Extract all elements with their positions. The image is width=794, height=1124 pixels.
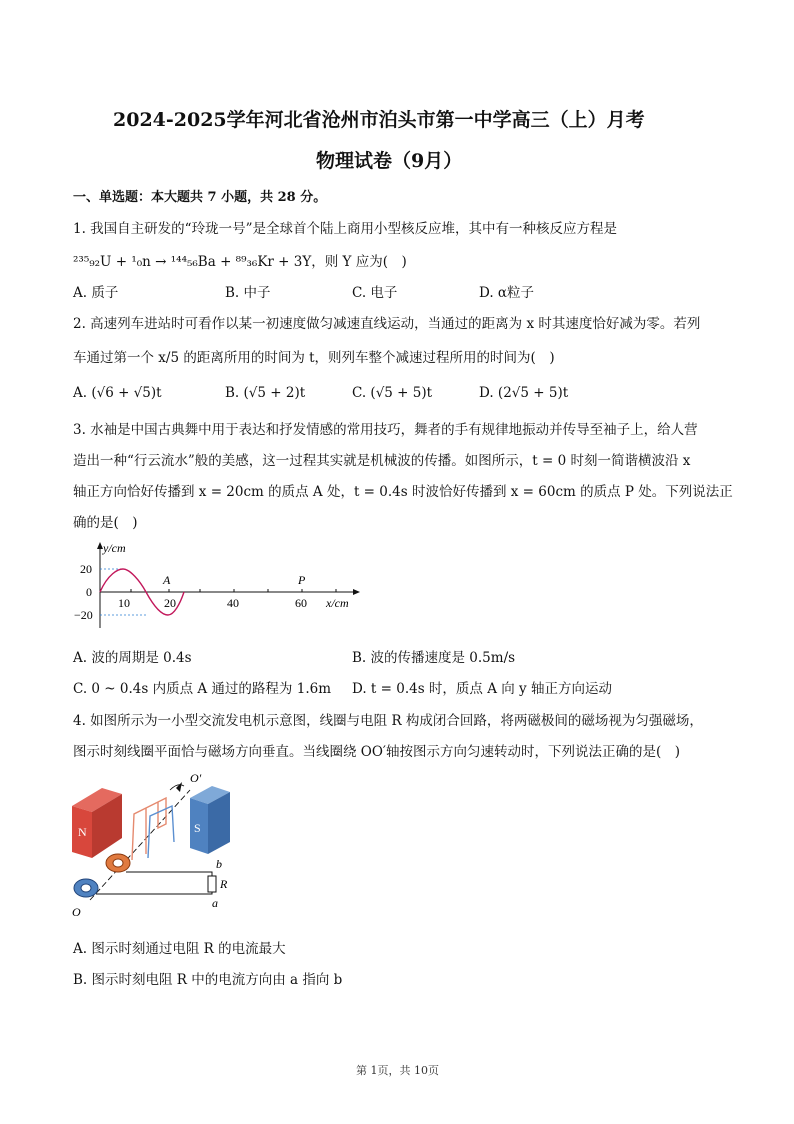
q3-wave-graph [70,536,370,636]
label-a: a [212,896,218,910]
y-tick-0: 0 [86,585,92,599]
q3-option-a: A. 波的周期是 0.4s [73,650,192,666]
x-tick-20: 20 [164,596,176,610]
q3-option-c: C. 0 ~ 0.4s 内质点 A 通过的路程为 1.6m [73,681,331,697]
q1-option-b: B. 中子 [225,285,271,301]
label-r: R [220,877,228,891]
q2-option-b: B. (√5 + 2)t [225,385,306,401]
label-o: O [72,905,81,919]
y-tick-20: 20 [80,562,92,576]
page-subtitle: 物理试卷（9月） [316,150,463,172]
q1-option-d: D. α粒子 [479,285,535,301]
point-a-label: A [163,573,171,587]
n-pole-label: N [78,825,87,839]
label-o-prime: O′ [190,771,202,785]
q3-option-b: B. 波的传播速度是 0.5m/s [352,650,516,666]
page-title: 2024-2025学年河北省沧州市泊头市第一中学高三（上）月考 [113,109,645,131]
q1-option-a: A. 质子 [73,285,119,301]
q1-option-c: C. 电子 [352,285,398,301]
x-tick-40: 40 [227,596,239,610]
q2-stem-line1: 2. 高速列车进站时可看作以某一初速度做匀减速直线运动，当通过的距离为 x 时其速度恰好减为零。若列 [73,316,701,332]
y-axis-label: y/cm [103,541,126,555]
q4-option-a: A. 图示时刻通过电阻 R 的电流最大 [73,941,286,957]
section-heading: 一、单选题：本大题共 7 小题，共 28 分。 [73,190,327,205]
q3-stem-line4: 确的是( ) [73,515,138,531]
label-b: b [216,857,222,871]
point-p-label: P [298,573,306,587]
q2-stem-line2: 车通过第一个 x/5 的距离所用的时间为 t，则列车整个减速过程所用的时间为( ) [73,350,555,366]
q3-option-d: D. t = 0.4s 时，质点 A 向 y 轴正方向运动 [352,681,612,697]
q1-stem: 1. 我国自主研发的“玲珑一号”是全球首个陆上商用小型核反应堆，其中有一种核反应方程是 [73,221,617,237]
q1-equation: ²³⁵₉₂U + ¹₀n → ¹⁴⁴₅₆Ba + ⁸⁹₃₆Kr + 3Y，则 Y 应为( ) [73,254,407,270]
q2-option-d: D. (2√5 + 5)t [479,385,569,401]
x-tick-60: 60 [295,596,307,610]
q4-stem-line1: 4. 如图所示为一小型交流发电机示意图，线圈与电阻 R 构成闭合回路，将两磁极间的磁场视为匀强磁场， [73,713,703,729]
x-axis-label: x/cm [326,596,349,610]
page-footer: 第 1页，共 10页 [356,1064,439,1077]
y-tick-neg20: −20 [74,608,93,622]
q3-stem-line3: 轴正方向恰好传播到 x = 20cm 的质点 A 处，t = 0.4s 时波恰好传播到 x = 60cm 的质点 P 处。下列说法正 [73,484,733,500]
q3-stem-line1: 3. 水袖是中国古典舞中用于表达和抒发情感的常用技巧，舞者的手有规律地振动并传导至袖子上，给人营 [73,422,698,438]
q3-stem-line2: 造出一种“行云流水”般的美感，这一过程其实就是机械波的传播。如图所示，t = 0 时刻一简谐横波沿 x [73,453,691,469]
x-tick-10: 10 [118,596,130,610]
s-pole-label: S [194,821,201,835]
q2-option-a: A. (√6 + √5)t [73,385,162,401]
q2-option-c: C. (√5 + 5)t [352,385,433,401]
q4-stem-line2: 图示时刻线圈平面恰与磁场方向垂直。当线圈绕 OO′轴按图示方向匀速转动时，下列说法正确的是( ) [73,744,681,760]
q4-option-b: B. 图示时刻电阻 R 中的电流方向由 a 指向 b [73,972,343,988]
q4-generator-figure [62,768,262,926]
